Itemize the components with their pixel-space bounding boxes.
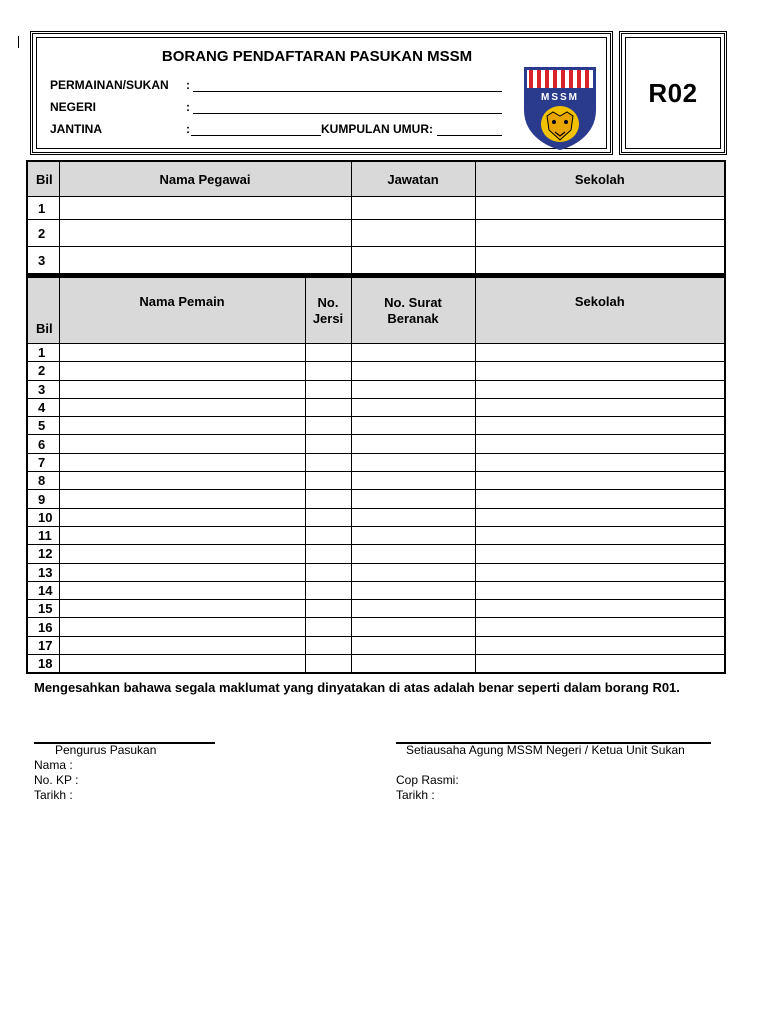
table-cell[interactable] xyxy=(59,435,305,453)
negeri-colon: : xyxy=(186,100,190,114)
table-cell[interactable] xyxy=(59,526,305,544)
table-cell[interactable] xyxy=(351,508,475,526)
table-row xyxy=(27,636,725,654)
table-cell[interactable] xyxy=(59,417,305,435)
table-cell[interactable] xyxy=(305,435,351,453)
table-cell[interactable] xyxy=(305,508,351,526)
row-number: 9 xyxy=(27,490,59,508)
table-row xyxy=(27,417,725,435)
table-cell[interactable] xyxy=(351,526,475,544)
table-cell[interactable] xyxy=(475,247,725,275)
table-cell[interactable] xyxy=(475,545,725,563)
table-cell[interactable] xyxy=(59,490,305,508)
table-row xyxy=(27,655,725,674)
table-row xyxy=(27,220,725,247)
table-cell[interactable] xyxy=(475,526,725,544)
table-cell[interactable] xyxy=(305,490,351,508)
table-cell[interactable] xyxy=(59,655,305,674)
officials-header-sekolah: Sekolah xyxy=(475,161,725,197)
left-signature-title: Pengurus Pasukan xyxy=(55,743,157,757)
table-cell[interactable] xyxy=(475,636,725,654)
table-cell[interactable] xyxy=(475,344,725,362)
table-cell[interactable] xyxy=(305,472,351,490)
row-number: 18 xyxy=(27,655,59,674)
left-nama-label: Nama : xyxy=(34,758,73,772)
table-cell[interactable] xyxy=(59,508,305,526)
table-cell[interactable] xyxy=(351,600,475,618)
table-cell[interactable] xyxy=(351,453,475,471)
table-row xyxy=(27,508,725,526)
table-cell[interactable] xyxy=(59,247,351,275)
table-cell[interactable] xyxy=(305,344,351,362)
mssm-logo xyxy=(523,66,597,150)
officials-header-jawatan: Jawatan xyxy=(351,161,475,197)
table-cell[interactable] xyxy=(351,545,475,563)
table-cell[interactable] xyxy=(59,618,305,636)
row-number: 14 xyxy=(27,581,59,599)
table-row xyxy=(27,453,725,471)
table-cell[interactable] xyxy=(475,398,725,416)
table-cell[interactable] xyxy=(305,618,351,636)
form-code: R02 xyxy=(648,77,698,108)
table-cell[interactable] xyxy=(351,472,475,490)
table-cell[interactable] xyxy=(59,398,305,416)
table-cell[interactable] xyxy=(351,220,475,247)
row-number: 13 xyxy=(27,563,59,581)
table-cell[interactable] xyxy=(59,472,305,490)
table-cell[interactable] xyxy=(475,655,725,674)
table-cell[interactable] xyxy=(475,453,725,471)
table-cell[interactable] xyxy=(305,581,351,599)
jantina-colon: : xyxy=(186,122,190,136)
table-cell[interactable] xyxy=(351,380,475,398)
table-row xyxy=(27,526,725,544)
jantina-field[interactable] xyxy=(191,135,321,136)
row-number: 16 xyxy=(27,618,59,636)
row-number: 6 xyxy=(27,435,59,453)
table-cell[interactable] xyxy=(305,600,351,618)
table-cell[interactable] xyxy=(475,220,725,247)
table-cell[interactable] xyxy=(305,417,351,435)
table-cell[interactable] xyxy=(475,490,725,508)
permainan-colon: : xyxy=(186,78,190,92)
right-cop-label: Cop Rasmi: xyxy=(396,773,459,787)
row-number: 8 xyxy=(27,472,59,490)
table-cell[interactable] xyxy=(59,344,305,362)
table-cell[interactable] xyxy=(475,600,725,618)
row-number: 2 xyxy=(27,362,59,380)
kumpulan-umur-label: KUMPULAN UMUR: xyxy=(321,122,433,136)
row-number: 7 xyxy=(27,453,59,471)
table-cell[interactable] xyxy=(475,508,725,526)
row-number: 4 xyxy=(27,398,59,416)
kumpulan-umur-field[interactable] xyxy=(437,135,502,136)
table-row xyxy=(27,581,725,599)
text-cursor xyxy=(18,36,19,48)
table-row xyxy=(27,490,725,508)
table-cell[interactable] xyxy=(351,435,475,453)
form-title: BORANG PENDAFTARAN PASUKAN MSSM xyxy=(161,48,473,65)
table-row xyxy=(27,618,725,636)
row-number: 17 xyxy=(27,636,59,654)
row-number: 1 xyxy=(27,197,59,220)
table-cell[interactable] xyxy=(59,636,305,654)
players-header-nama: Nama Pemain xyxy=(59,277,305,344)
table-row xyxy=(27,600,725,618)
table-cell[interactable] xyxy=(475,618,725,636)
right-signature-title: Setiausaha Agung MSSM Negeri / Ketua Unit Sukan xyxy=(406,743,685,757)
table-cell[interactable] xyxy=(351,563,475,581)
players-header-jersi: No. Jersi xyxy=(305,277,351,344)
table-row xyxy=(27,563,725,581)
table-cell[interactable] xyxy=(305,362,351,380)
officials-header-bil: Bil xyxy=(27,161,59,197)
officials-header-nama: Nama Pegawai xyxy=(59,161,351,197)
players-header-sekolah: Sekolah xyxy=(475,277,725,344)
players-header-surat: No. Surat Beranak xyxy=(351,277,475,344)
table-cell[interactable] xyxy=(59,197,351,220)
table-cell[interactable] xyxy=(59,362,305,380)
table-cell[interactable] xyxy=(351,490,475,508)
table-cell[interactable] xyxy=(59,600,305,618)
negeri-field[interactable] xyxy=(193,113,502,114)
table-cell[interactable] xyxy=(59,220,351,247)
officials-table xyxy=(26,160,726,275)
table-cell[interactable] xyxy=(475,380,725,398)
table-cell[interactable] xyxy=(59,581,305,599)
table-cell[interactable] xyxy=(305,563,351,581)
table-cell[interactable] xyxy=(59,545,305,563)
table-row xyxy=(27,398,725,416)
table-cell[interactable] xyxy=(351,618,475,636)
table-row xyxy=(27,362,725,380)
table-cell[interactable] xyxy=(59,453,305,471)
table-cell[interactable] xyxy=(475,435,725,453)
left-tarikh-label: Tarikh : xyxy=(34,788,73,802)
left-kp-label: No. KP : xyxy=(34,773,79,787)
table-cell[interactable] xyxy=(351,417,475,435)
table-cell[interactable] xyxy=(305,380,351,398)
table-cell[interactable] xyxy=(475,581,725,599)
players-table xyxy=(26,275,726,674)
right-tarikh-label: Tarikh : xyxy=(396,788,435,802)
table-cell[interactable] xyxy=(351,655,475,674)
permainan-field[interactable] xyxy=(193,91,502,92)
table-cell[interactable] xyxy=(59,380,305,398)
table-cell[interactable] xyxy=(475,472,725,490)
negeri-label: NEGERI xyxy=(50,100,97,114)
jantina-label: JANTINA xyxy=(50,122,103,136)
permainan-label: PERMAINAN/SUKAN xyxy=(50,78,169,92)
row-number: 3 xyxy=(27,247,59,275)
table-row xyxy=(27,197,725,220)
table-cell[interactable] xyxy=(351,362,475,380)
table-row xyxy=(27,380,725,398)
table-cell[interactable] xyxy=(305,398,351,416)
table-row xyxy=(27,545,725,563)
table-cell[interactable] xyxy=(305,655,351,674)
table-cell[interactable] xyxy=(305,526,351,544)
row-number: 12 xyxy=(27,545,59,563)
table-row xyxy=(27,247,725,275)
table-cell[interactable] xyxy=(351,581,475,599)
row-number: 3 xyxy=(27,380,59,398)
table-cell[interactable] xyxy=(351,636,475,654)
row-number: 10 xyxy=(27,508,59,526)
row-number: 1 xyxy=(27,344,59,362)
row-number: 15 xyxy=(27,600,59,618)
table-cell[interactable] xyxy=(351,344,475,362)
logo-text: MSSM xyxy=(541,92,579,103)
table-cell[interactable] xyxy=(351,398,475,416)
table-cell[interactable] xyxy=(475,563,725,581)
form-code-box xyxy=(619,31,727,155)
row-number: 5 xyxy=(27,417,59,435)
table-row xyxy=(27,435,725,453)
confirmation-text: Mengesahkan bahawa segala maklumat yang dinyatakan di atas adalah benar seperti dalam borang R01. xyxy=(34,680,680,695)
table-cell[interactable] xyxy=(305,636,351,654)
players-header-bil: Bil xyxy=(27,277,59,344)
table-cell[interactable] xyxy=(475,417,725,435)
row-number: 11 xyxy=(27,526,59,544)
table-cell[interactable] xyxy=(475,197,725,220)
table-cell[interactable] xyxy=(351,247,475,275)
table-cell[interactable] xyxy=(305,545,351,563)
row-number: 2 xyxy=(27,220,59,247)
table-cell[interactable] xyxy=(59,563,305,581)
table-cell[interactable] xyxy=(351,197,475,220)
table-row xyxy=(27,344,725,362)
table-row xyxy=(27,472,725,490)
table-cell[interactable] xyxy=(305,453,351,471)
table-cell[interactable] xyxy=(475,362,725,380)
